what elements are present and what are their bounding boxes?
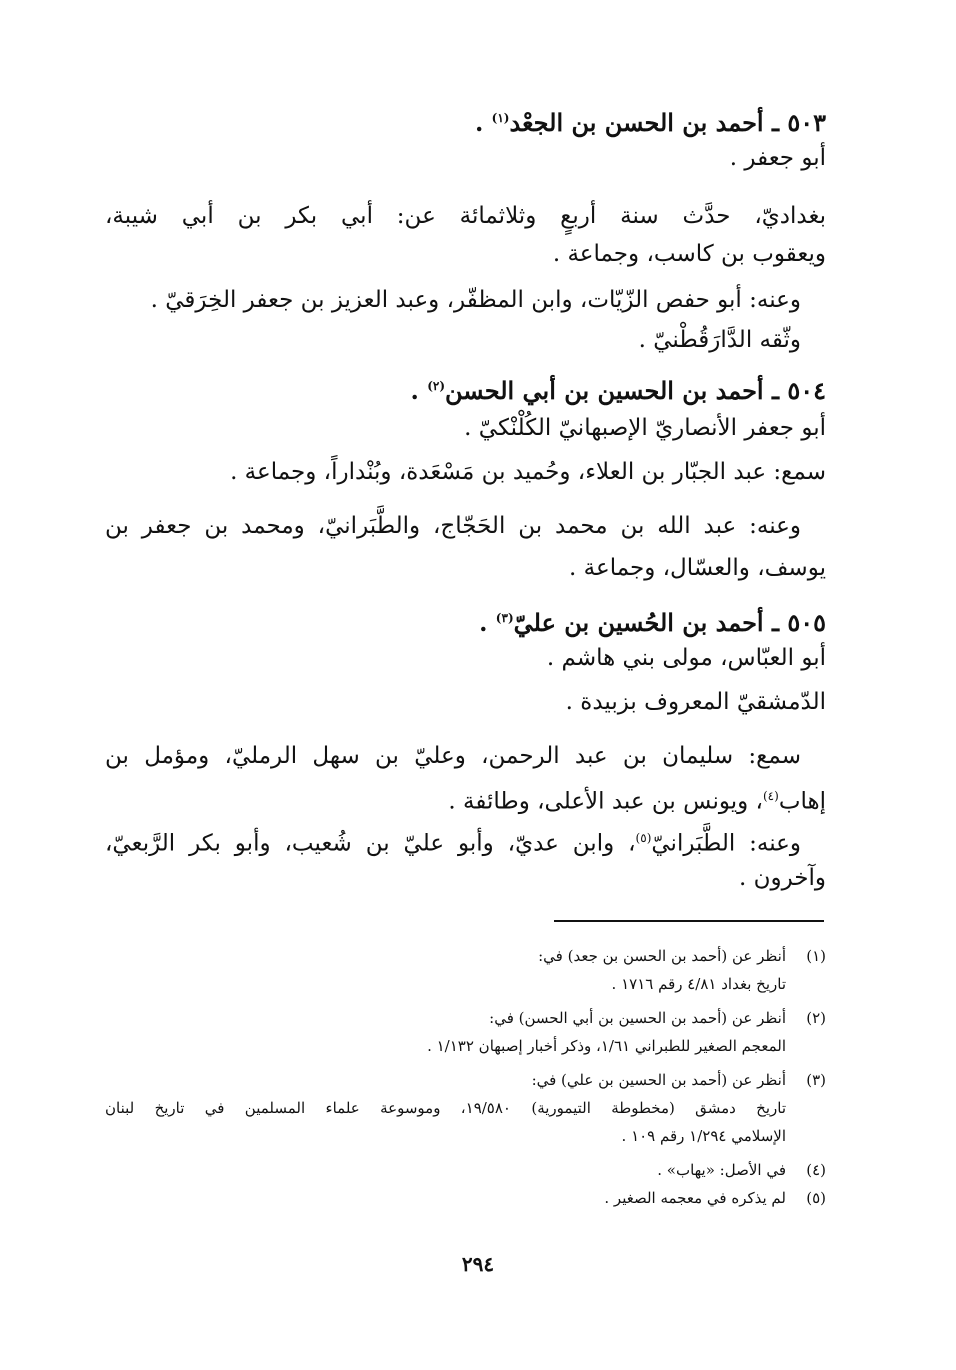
entry-heading: ٥٠٣ ـ أحمد بن الحسن بن الجعْد$^{(١)}$ .	[474, 108, 826, 137]
entry-heading-text: ٥٠٤ ـ أحمد بن الحسين بن أبي الحسن	[445, 376, 826, 405]
footnote-text: تاريخ دمشق (مخطوطة التيمورية) ١٩/٥٨٠، وموسوعة علماء المسلمين في تاريخ لبنان	[105, 1099, 786, 1117]
footnote-text: أنظر عن (أحمد بن الحسين بن أبي الحسن) في:	[489, 1009, 786, 1027]
entry-line-text: ، وابن عديّ، وأبو عليّ بن شُعيب، وأبو بكر الرَّبعيّ،	[105, 830, 636, 857]
footnote-number: (١)	[806, 947, 826, 965]
footnote-text: الإسلامي ١/٢٩٤ رقم ١٠٩ .	[621, 1127, 786, 1145]
footnote-number: (٤)	[806, 1161, 826, 1179]
entry-line: وعنه: عبد الله بن محمد بن الحَجّاج، والطَّبَرانيّ، ومحمد بن جعفر بن	[105, 513, 801, 539]
entry-line	[448, 776, 826, 822]
entry-line: وآخرون .	[738, 865, 826, 891]
footnote-text: أنظر عن (أحمد بن الحسين بن علي) في:	[531, 1071, 786, 1089]
entry-heading-text: ٥٠٣ ـ أحمد بن الحسن بن الجعْد	[509, 108, 826, 137]
entry-line	[105, 818, 801, 864]
entry-line-text: ، ويونس بن عبد الأعلى، وطائفة .	[448, 788, 763, 815]
footnote-text: في الأصل: «يهاب» .	[657, 1161, 786, 1179]
entry-line: أبو العبّاس، مولى بني هاشم .	[546, 645, 826, 671]
footnote-ref: (٣)	[495, 611, 514, 625]
entry-line: أبو جعفر .	[729, 145, 826, 171]
footnote-ref: (٢)	[427, 379, 446, 393]
page-number: ٢٩٤	[461, 1252, 495, 1276]
footnote-number: (٥)	[806, 1189, 826, 1207]
entry-line: سمع: عبد الجبّار بن العلاء، وحُميد بن مَسْعَدة، وبُنْداراً، وجماعة .	[230, 459, 826, 485]
footnote-number: (٢)	[806, 1009, 826, 1027]
entry-line: ويعقوب بن كاسب، وجماعة .	[552, 241, 826, 267]
entry-heading-text: ٥٠٥ ـ أحمد بن الحُسين بن عليّ	[513, 608, 826, 637]
footnote-text: أنظر عن (أحمد بن الحسن بن جعد) في:	[538, 947, 786, 965]
entry-line: وعنه: أبو حفص الزّيّات، وابن المظفّر، وعبد العزيز بن جعفر الخِرَقيّ .	[150, 287, 801, 313]
footnote-text: تاريخ بغداد ٤/٨١ رقم ١٧١٦ .	[611, 975, 786, 993]
entry-line: بغداديّ، حدَّث سنة أربعٍ وثلاثمائة عن: أبي بكر بن أبي شيبة،	[105, 203, 826, 229]
entry-heading: ٥٠٤ ـ أحمد بن الحسين بن أبي الحسن$^{(٢)}$ .	[410, 376, 826, 405]
entry-line: وثّقه الدَّارَقُطْنيّ .	[638, 327, 801, 353]
footnote-number: (٣)	[806, 1071, 826, 1089]
footnote-divider	[554, 920, 824, 922]
entry-line-text: إهاب	[778, 788, 826, 815]
footnote-text: المعجم الصغير للطبراني ١/٦١، وذكر أخبار إصبهان ١/١٣٢ .	[427, 1037, 786, 1055]
footnote-ref: (٤)	[762, 789, 779, 803]
entry-line-text: وعنه: الطَّبَرانيّ	[651, 830, 801, 857]
entry-line: الدّمشقيّ المعروف بزبيدة .	[565, 689, 826, 715]
entry-line: سمع: سليمان بن عبد الرحمن، وعليّ بن سهل الرمليّ، ومؤمل بن	[105, 743, 801, 769]
footnote-ref: (٥)	[635, 831, 652, 845]
entry-heading: ٥٠٥ ـ أحمد بن الحُسين بن عليّ$^{(٣)}$ .	[479, 608, 826, 637]
footnote-ref: (١)	[491, 111, 510, 125]
entry-line: أبو جعفر الأنصاريّ الإصبهانيّ الكُلْنْكيّ .	[464, 415, 826, 441]
footnote-text: لم يذكره في معجمه الصغير .	[604, 1189, 786, 1207]
entry-line: يوسف، والعسّال، وجماعة .	[569, 555, 826, 581]
